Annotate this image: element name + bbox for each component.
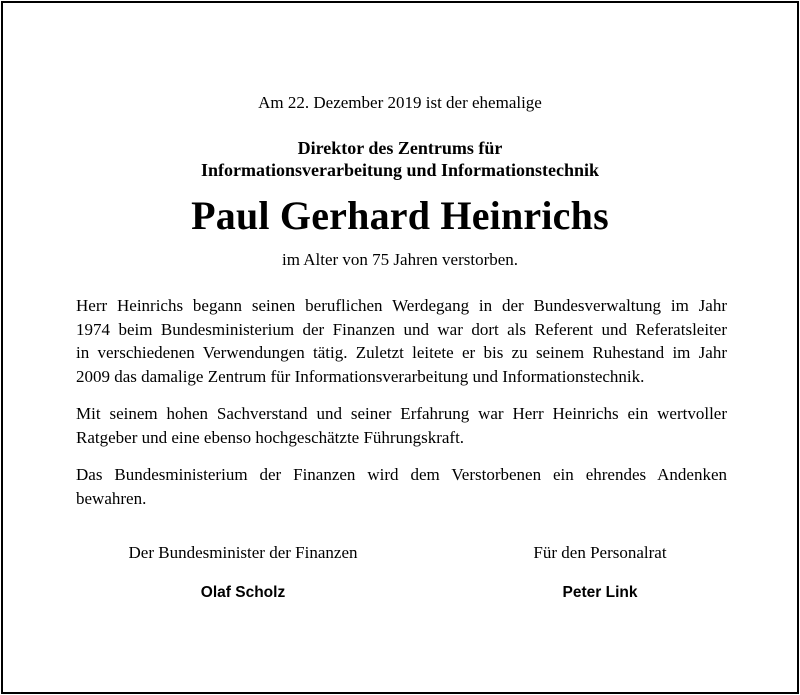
paragraph-line: 1974 beim Bundesministerium der Finanzen und war dort als Referent und Referatsleiter — [76, 319, 727, 339]
signature-label: Der Bundesminister der Finanzen — [128, 543, 358, 562]
tribute-paragraph — [76, 402, 727, 449]
age-line: im Alter von 75 Jahren verstorben. — [281, 250, 519, 269]
deceased-name: Paul Gerhard Heinrichs — [191, 193, 609, 238]
signatory-name: Olaf Scholz — [200, 584, 286, 601]
paragraph-line: Ratgeber und eine ebenso hochgeschätzte Führungskraft. — [76, 427, 465, 447]
former-role-title — [3, 137, 797, 181]
career-paragraph — [76, 294, 727, 388]
obituary-notice — [1, 1, 799, 694]
paragraph-line: Das Bundesministerium der Finanzen wird dem Verstorbenen ein ehrendes Andenken — [76, 465, 727, 484]
paragraph-line: 2009 das damalige Zentrum für Informationsverarbeitung und Informationstechnik. — [76, 366, 645, 386]
signature-label: Für den Personalrat — [533, 543, 667, 562]
role-line: Informationsverarbeitung und Informationstechnik — [200, 160, 600, 180]
paragraph-line: Mit seinem hohen Sachverstand und seiner Erfahrung war Herr Heinrichs ein wertvoller — [76, 404, 727, 423]
signatory-name: Peter Link — [562, 584, 638, 601]
remembrance-paragraph — [76, 463, 727, 510]
paragraph-line: Herr Heinrichs begann seinen beruflichen Werdegang in der Bundesverwaltung im Jahr — [76, 296, 727, 315]
role-line: Direktor des Zentrums für — [297, 138, 503, 158]
intro-line: Am 22. Dezember 2019 ist der ehemalige — [258, 93, 542, 112]
paragraph-line: in verschiedenen Verwendungen tätig. Zuletzt leitete er bis zu seinem Ruhestand im Jahr — [76, 343, 727, 362]
paragraph-line: bewahren. — [76, 488, 147, 508]
